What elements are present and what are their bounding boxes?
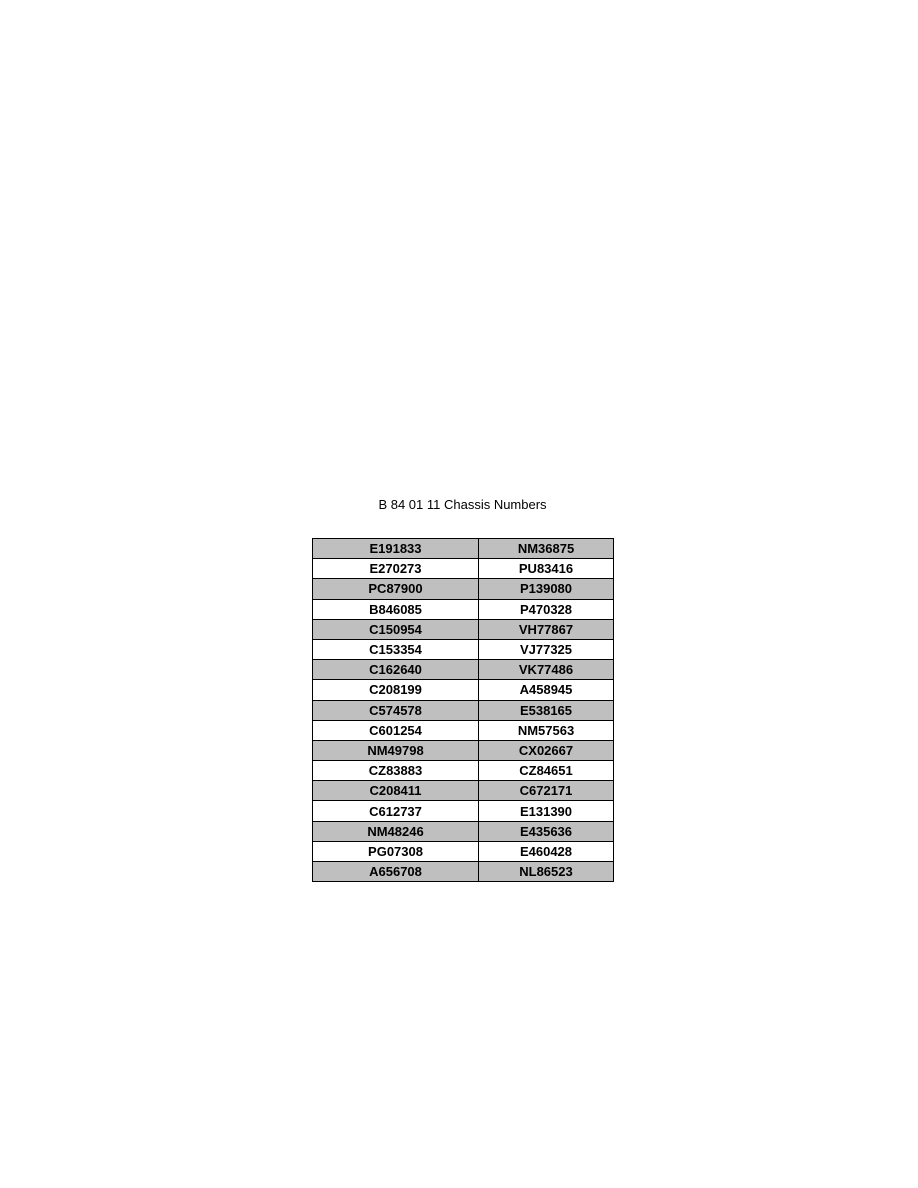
table-cell: E460428 [479,841,614,861]
table-cell: CX02667 [479,740,614,760]
table-cell: VH77867 [479,619,614,639]
table-cell: E270273 [313,559,479,579]
table-cell: NM49798 [313,740,479,760]
table-cell: E538165 [479,700,614,720]
table-row [313,619,614,639]
table-row [313,559,614,579]
table-cell: PU83416 [479,559,614,579]
table-cell: C150954 [313,619,479,639]
table-cell: NM48246 [313,821,479,841]
table-row [313,539,614,559]
table-row [313,821,614,841]
table-row [313,720,614,740]
table-cell: NM57563 [479,720,614,740]
table-row [313,579,614,599]
table-cell: PC87900 [313,579,479,599]
chassis-numbers-table [312,538,614,882]
table-row [313,781,614,801]
table-cell: C601254 [313,720,479,740]
table-cell: C672171 [479,781,614,801]
table-cell: NL86523 [479,862,614,882]
table-cell: VJ77325 [479,639,614,659]
table-cell: CZ83883 [313,761,479,781]
table-row [313,639,614,659]
table-row [313,801,614,821]
table-cell: C208411 [313,781,479,801]
table-cell: CZ84651 [479,761,614,781]
table-row [313,660,614,680]
table-row [313,680,614,700]
document-title: B 84 01 11 Chassis Numbers [378,497,547,512]
table-cell: C208199 [313,680,479,700]
table-row [313,841,614,861]
table-row [313,740,614,760]
table-cell: VK77486 [479,660,614,680]
table-cell: A458945 [479,680,614,700]
table-cell: C153354 [313,639,479,659]
table-row [313,761,614,781]
table-row [313,700,614,720]
table-cell: A656708 [313,862,479,882]
table-cell: C162640 [313,660,479,680]
table-row [313,599,614,619]
table-cell: E435636 [479,821,614,841]
table-cell: B846085 [313,599,479,619]
table-cell: E131390 [479,801,614,821]
table-cell: C574578 [313,700,479,720]
table-cell: P139080 [479,579,614,599]
table-cell: C612737 [313,801,479,821]
table-cell: PG07308 [313,841,479,861]
table-cell: NM36875 [479,539,614,559]
table-cell: E191833 [313,539,479,559]
table-row [313,862,614,882]
table-cell: P470328 [479,599,614,619]
